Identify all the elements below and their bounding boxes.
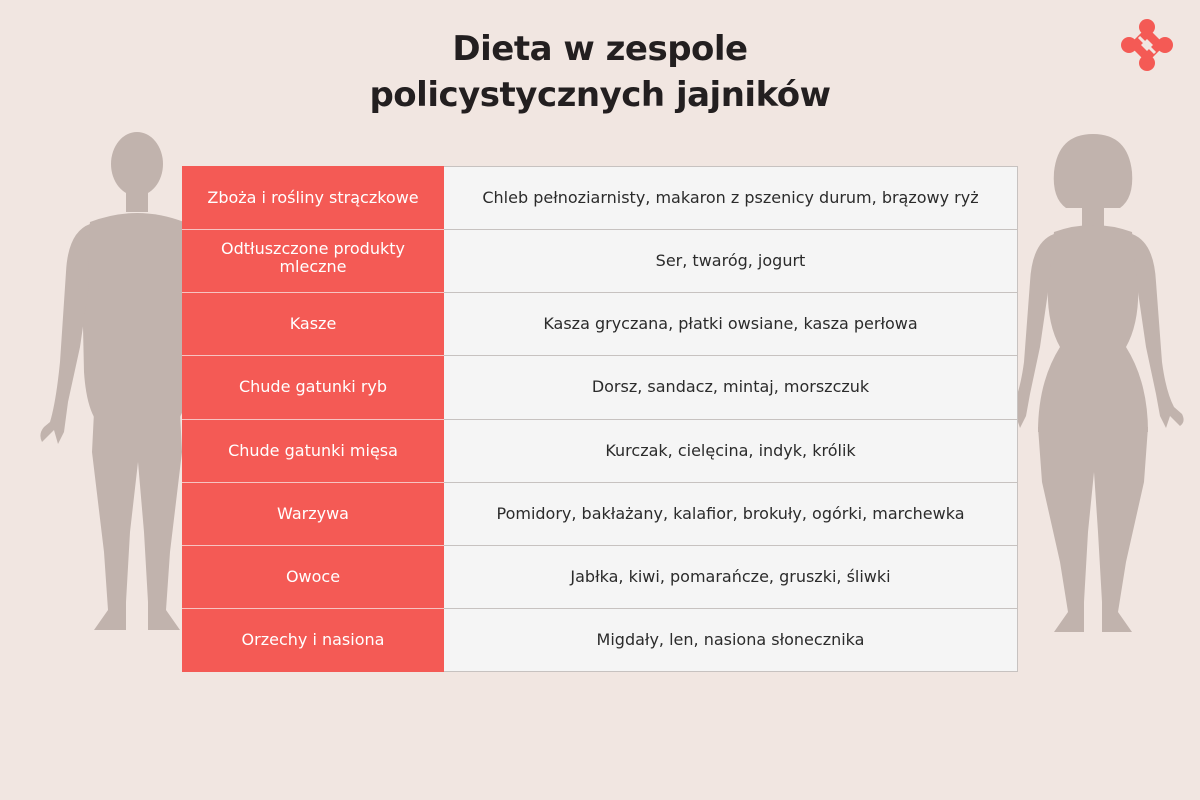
category-cell xyxy=(183,293,444,356)
category-label: Warzywa xyxy=(277,503,349,523)
category-label: Chude gatunki mięsa xyxy=(228,440,398,460)
table-row xyxy=(183,608,1018,671)
foods-cell: Ser, twaróg, jogurt xyxy=(444,230,1018,293)
category-cell xyxy=(183,356,444,419)
table-row xyxy=(183,293,1018,356)
page-title xyxy=(0,26,1200,118)
foods-cell: Dorsz, sandacz, mintaj, morszczuk xyxy=(444,356,1018,419)
category-label: Kasze xyxy=(289,314,337,334)
foods-cell: Jabłka, kiwi, pomarańcze, gruszki, śliwki xyxy=(444,545,1018,608)
title-line-1: Dieta w zespole xyxy=(452,29,748,69)
cross-puzzle-logo-icon xyxy=(1118,16,1176,74)
foods-cell: Chleb pełnoziarnisty, makaron z pszenicy durum, brązowy ryż xyxy=(444,167,1018,230)
title-line-2: policystycznych jajników xyxy=(369,75,831,115)
table-row xyxy=(183,545,1018,608)
category-label: Zboża i rośliny strączkowe xyxy=(207,188,419,208)
category-cell xyxy=(183,608,444,671)
table-row xyxy=(183,230,1018,293)
table-row xyxy=(183,356,1018,419)
category-cell xyxy=(183,230,444,293)
category-label: Orzechy i nasiona xyxy=(241,629,385,649)
table-row xyxy=(183,482,1018,545)
foods-cell: Pomidory, bakłażany, kalafior, brokuły, ogórki, marchewka xyxy=(444,482,1018,545)
category-cell xyxy=(183,482,444,545)
female-silhouette-icon xyxy=(998,132,1188,647)
foods-cell: Kurczak, cielęcina, indyk, królik xyxy=(444,419,1018,482)
category-cell xyxy=(183,419,444,482)
diet-table xyxy=(182,166,1018,672)
table-row xyxy=(183,419,1018,482)
category-label: Owoce xyxy=(285,566,341,586)
category-cell xyxy=(183,545,444,608)
foods-cell: Kasza gryczana, płatki owsiane, kasza perłowa xyxy=(444,293,1018,356)
category-label: Chude gatunki ryb xyxy=(238,377,388,397)
category-label: Odtłuszczone produkty mleczne xyxy=(221,239,405,277)
foods-cell: Migdały, len, nasiona słonecznika xyxy=(444,608,1018,671)
category-cell xyxy=(183,167,444,230)
table-row xyxy=(183,167,1018,230)
